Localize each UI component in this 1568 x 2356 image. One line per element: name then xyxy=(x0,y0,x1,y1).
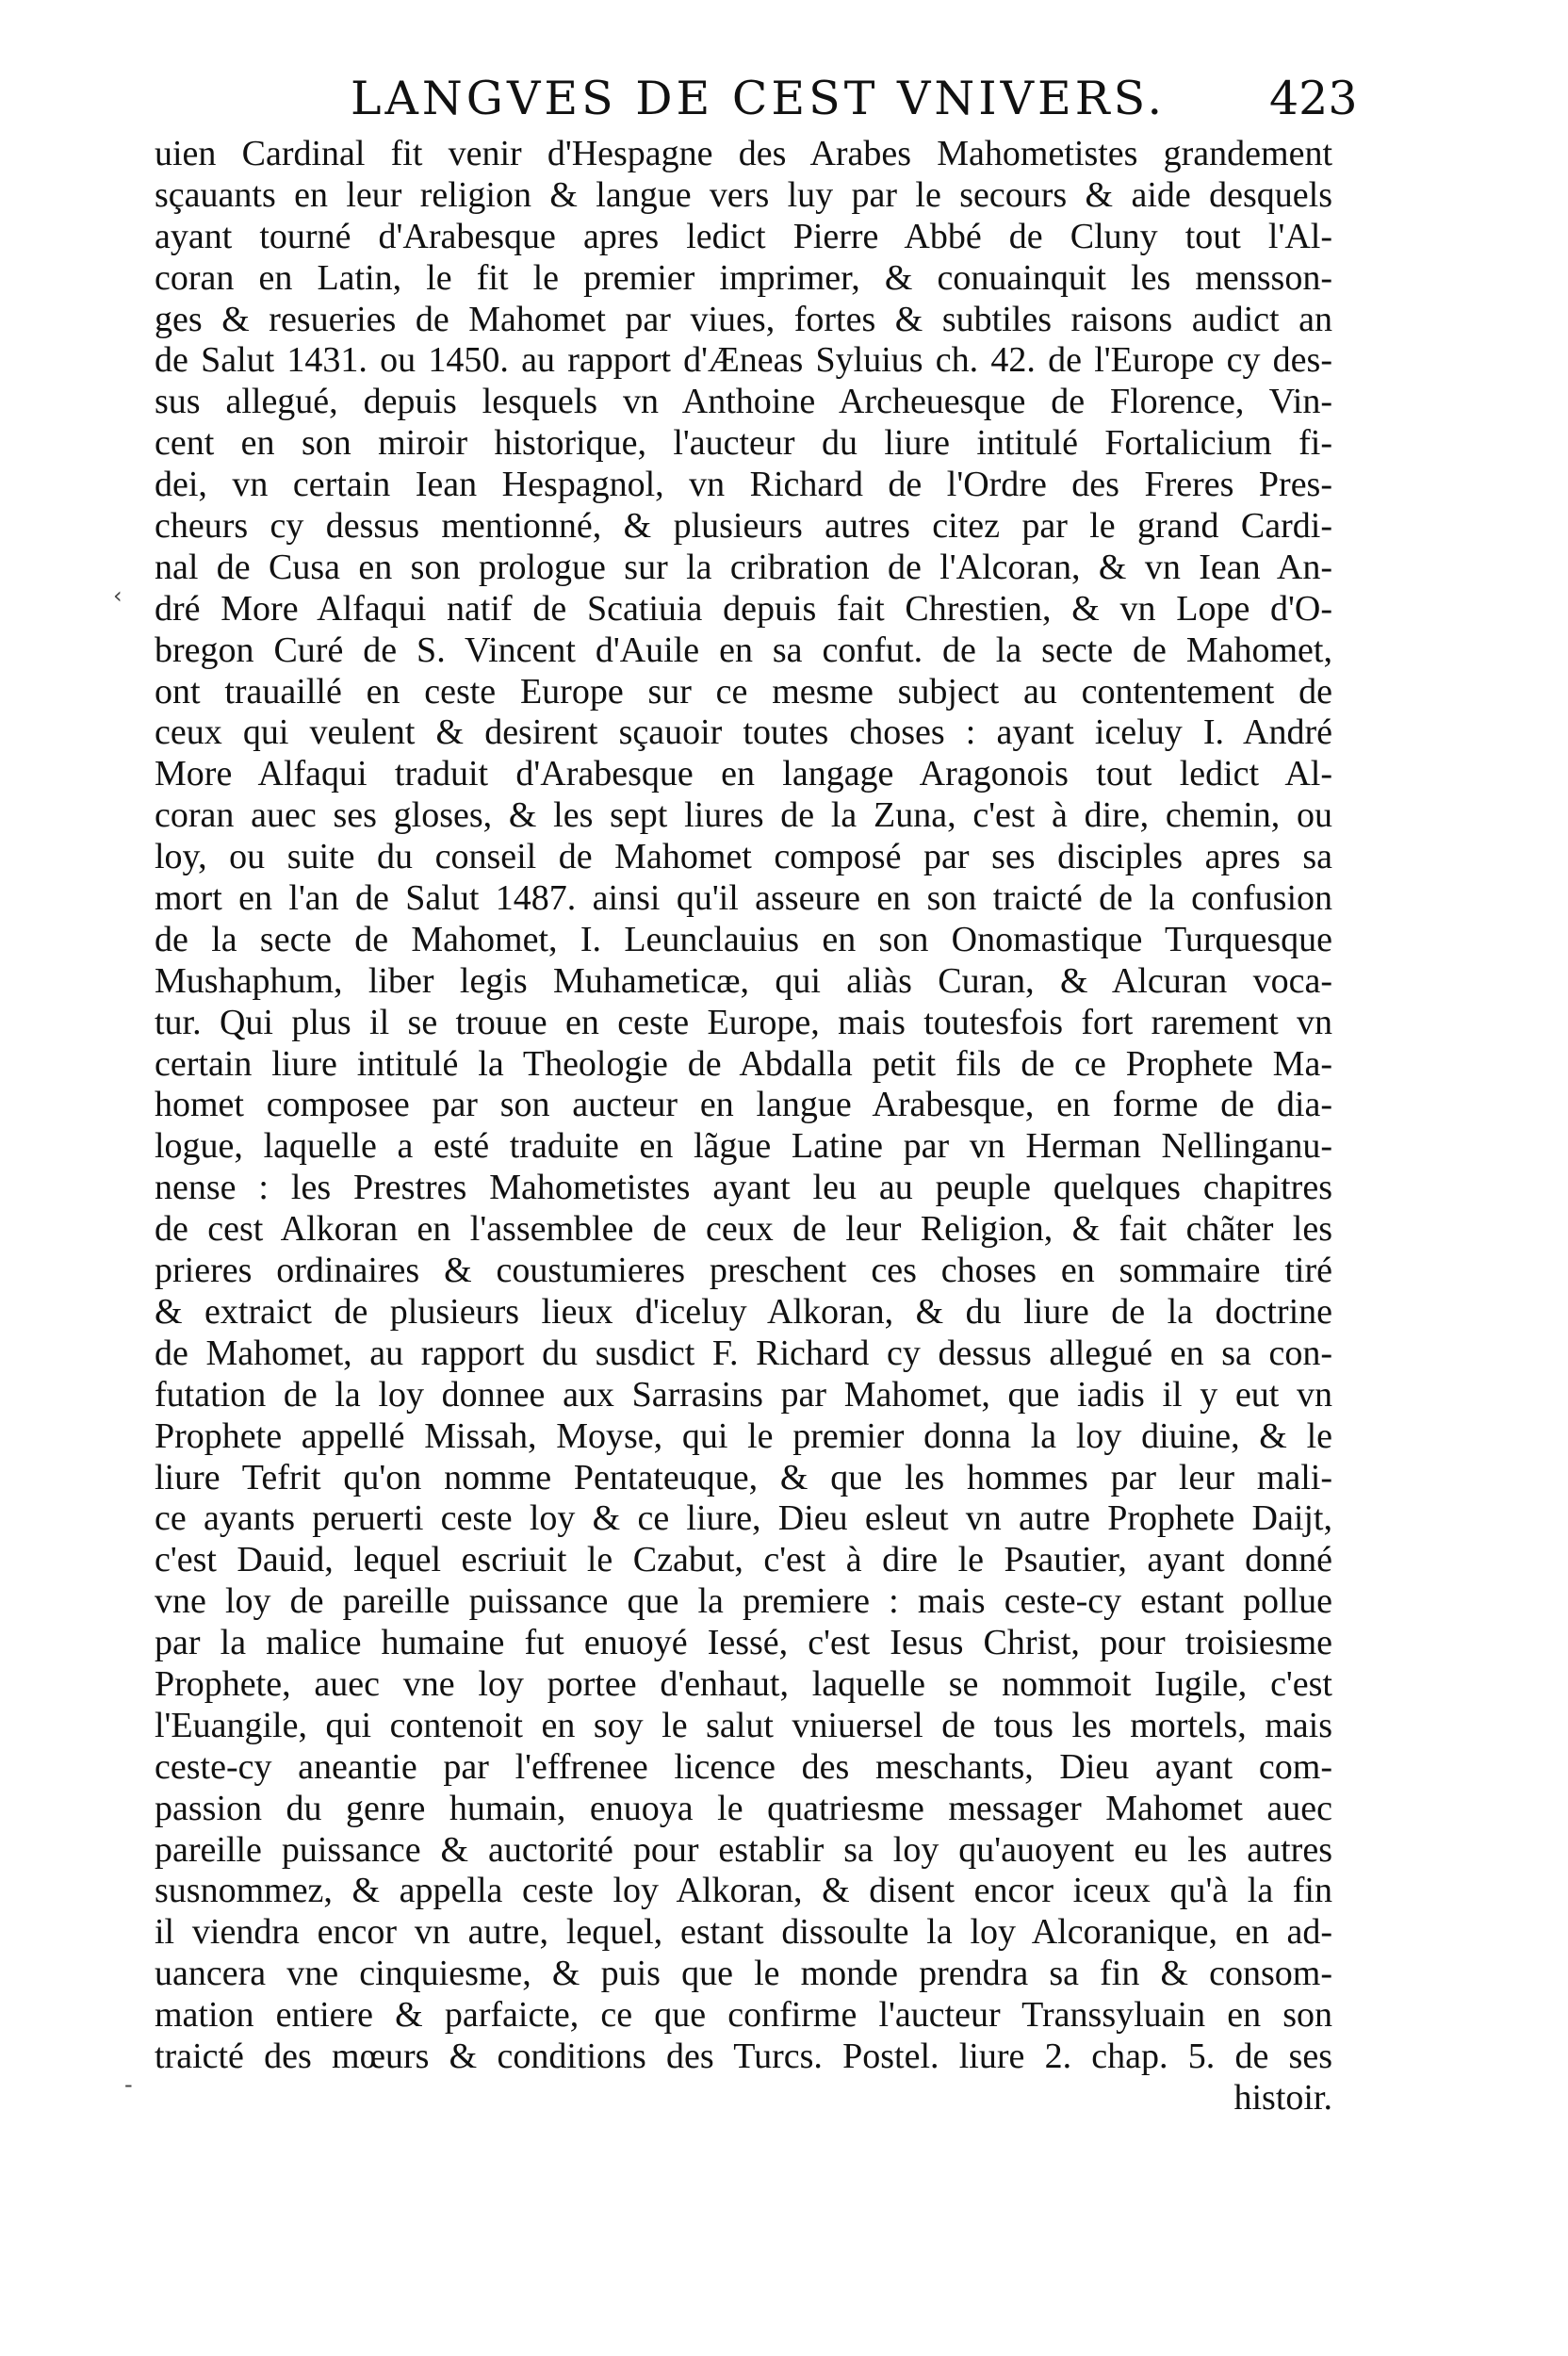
text-line: Prophete appellé Missah, Moyse, qui le premier donna la loy diuine, & le xyxy=(155,1415,1332,1456)
body-text xyxy=(155,134,1332,2119)
text-line: certain liure intitulé la Theologie de Abdalla petit fils de ce Prophete Ma- xyxy=(155,1043,1332,1084)
text-line: nense : les Prestres Mahometistes ayant leu au peuple quelques chapitres xyxy=(155,1168,1332,1208)
text-line: pareille puissance & auctorité pour establir sa loy qu'auoyent eu les autres xyxy=(155,1829,1332,1870)
text-line: mation entiere & parfaicte, ce que confirme l'aucteur Transsyluain en son xyxy=(155,1995,1332,2036)
text-line: ceux qui veulent & desirent sçauoir toutes choses : ayant iceluy I. André xyxy=(155,712,1332,753)
running-head: LANGVES DE CEST VNIVERS. xyxy=(351,72,1167,125)
text-line: susnommez, & appella ceste loy Alkoran, & disent encor iceux qu'à la fin xyxy=(155,1871,1332,1911)
text-line: ges & resueries de Mahomet par viues, fortes & subtiles raisons audict an xyxy=(155,299,1332,339)
text-line: dré More Alfaqui natif de Scatiuia depuis fait Chrestien, & vn Lope d'O- xyxy=(155,588,1332,629)
text-line: ceste-cy aneantie par l'effrenee licence des meschants, Dieu ayant com- xyxy=(155,1746,1332,1787)
text-line: par la malice humaine fut enuoyé Iessé, c'est Iesus Christ, pour troisiesme xyxy=(155,1623,1332,1663)
page-number: 423 xyxy=(1269,72,1358,125)
text-line: de cest Alkoran en l'assemblee de ceux de leur Religion, & fait chãter les xyxy=(155,1209,1332,1250)
text-line: mort en l'an de Salut 1487. ainsi qu'il asseure en son traicté de la confusion xyxy=(155,878,1332,919)
text-line: traicté des mœurs & conditions des Turcs. Postel. liure 2. chap. 5. de ses xyxy=(155,2036,1332,2076)
text-line: ce ayants peruerti ceste loy & ce liure, Dieu esleut vn autre Prophete Daijt, xyxy=(155,1498,1332,1539)
text-line: ont trauaillé en ceste Europe sur ce mesme subject au contentement de xyxy=(155,671,1332,712)
text-line: tur. Qui plus il se trouue en ceste Europe, mais toutesfois fort rarement vn xyxy=(155,1002,1332,1042)
text-line: sus allegué, depuis lesquels vn Anthoine Archeuesque de Florence, Vin- xyxy=(155,382,1332,422)
text-line: l'Euangile, qui contenoit en soy le salut vniuersel de tous les mortels, mais xyxy=(155,1705,1332,1745)
text-line: loy, ou suite du conseil de Mahomet composé par ses disciples apres sa xyxy=(155,837,1332,877)
text-line: dei, vn certain Iean Hespagnol, vn Richard de l'Ordre des Freres Pres- xyxy=(155,465,1332,505)
text-line: sçauants en leur religion & langue vers luy par le secours & aide desquels xyxy=(155,174,1332,215)
text-line: futation de la loy donnee aux Sarrasins par Mahomet, que iadis il y eut vn xyxy=(155,1374,1332,1415)
text-line: coran auec ses gloses, & les sept liures de la Zuna, c'est à dire, chemin, ou xyxy=(155,795,1332,836)
text-line: vne loy de pareille puissance que la premiere : mais ceste-cy estant pollue xyxy=(155,1581,1332,1622)
text-line: de Salut 1431. ou 1450. au rapport d'Æneas Syluius ch. 42. de l'Europe cy des- xyxy=(155,340,1332,381)
text-line: passion du genre humain, enuoya le quatriesme messager Mahomet auec xyxy=(155,1788,1332,1828)
text-line: nal de Cusa en son prologue sur la cribration de l'Alcoran, & vn Iean An- xyxy=(155,547,1332,587)
text-line: Prophete, auec vne loy portee d'enhaut, laquelle se nommoit Iugile, c'est xyxy=(155,1663,1332,1704)
text-line: ayant tourné d'Arabesque apres ledict Pierre Abbé de Cluny tout l'Al- xyxy=(155,216,1332,256)
text-line: cheurs cy dessus mentionné, & plusieurs autres citez par le grand Cardi- xyxy=(155,506,1332,547)
text-line: logue, laquelle a esté traduite en lãgue Latine par vn Herman Nellinganu- xyxy=(155,1126,1332,1167)
text-line: c'est Dauid, lequel escriuit le Czabut, c'est à dire le Psautier, ayant donné xyxy=(155,1540,1332,1580)
text-line: de Mahomet, au rapport du susdict F. Richard cy dessus allegué en sa con- xyxy=(155,1333,1332,1373)
text-line: histoir. xyxy=(1233,2077,1332,2118)
text-line: cent en son miroir historique, l'aucteur du liure intitulé Fortalicium fi- xyxy=(155,423,1332,464)
text-line: Mushaphum, liber legis Muhameticæ, qui aliàs Curan, & Alcuran voca- xyxy=(155,960,1332,1001)
text-line: liure Tefrit qu'on nomme Pentateuque, & que les hommes par leur mali- xyxy=(155,1457,1332,1497)
text-line: prieres ordinaires & coustumieres preschent ces choses en sommaire tiré xyxy=(155,1251,1332,1291)
text-line: il viendra encor vn autre, lequel, estant dissoulte la loy Alcoranique, en ad- xyxy=(155,1912,1332,1953)
text-line: & extraict de plusieurs lieux d'iceluy Alkoran, & du liure de la doctrine xyxy=(155,1291,1332,1332)
text-line: More Alfaqui traduit d'Arabesque en langage Aragonois tout ledict Al- xyxy=(155,754,1332,794)
text-line: de la secte de Mahomet, I. Leunclauius en son Onomastique Turquesque xyxy=(155,919,1332,959)
text-line: uien Cardinal fit venir d'Hespagne des Arabes Mahometistes grandement xyxy=(155,134,1332,173)
margin-mark: ‹ xyxy=(113,582,122,609)
text-line: coran en Latin, le fit le premier imprimer, & conuainquit les mensson- xyxy=(155,257,1332,298)
text-line: uancera vne cinquiesme, & puis que le monde prendra sa fin & consom- xyxy=(155,1954,1332,1994)
text-line: homet composee par son aucteur en langue Arabesque, en forme de dia- xyxy=(155,1085,1332,1125)
text-line: bregon Curé de S. Vincent d'Auile en sa confut. de la secte de Mahomet, xyxy=(155,630,1332,670)
margin-mark: - xyxy=(124,2071,133,2098)
